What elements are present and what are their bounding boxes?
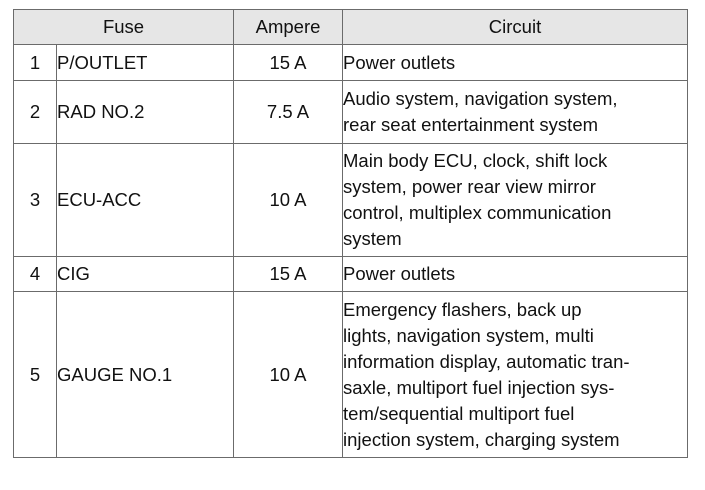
table-row	[14, 81, 688, 144]
fuse-circuit	[343, 81, 688, 144]
fuse-ampere: 15 A	[234, 257, 343, 292]
fuse-name: ECU-ACC	[57, 144, 234, 257]
circuit-line: Audio system, navigation system,	[343, 88, 618, 109]
fuse-table	[13, 9, 688, 458]
circuit-line: rear seat entertainment system	[343, 114, 599, 135]
circuit-line: system	[343, 228, 402, 249]
circuit-line: Emergency flashers, back up	[343, 298, 582, 320]
header-ampere: Ampere	[234, 10, 343, 45]
fuse-ampere: 10 A	[234, 292, 343, 458]
table-row	[14, 144, 688, 257]
table-header-row	[14, 10, 688, 45]
circuit-line: control, multiplex communication	[343, 202, 612, 223]
fuse-circuit	[343, 45, 688, 81]
fuse-number: 1	[14, 45, 57, 81]
fuse-number: 2	[14, 81, 57, 144]
circuit-line: tem/sequential multiport fuel	[343, 402, 575, 424]
fuse-name: RAD NO.2	[57, 81, 234, 144]
fuse-circuit	[343, 292, 688, 458]
fuse-circuit	[343, 257, 688, 292]
fuse-ampere: 7.5 A	[234, 81, 343, 144]
circuit-line: lights, navigation system, multi	[343, 324, 594, 346]
header-circuit: Circuit	[343, 10, 688, 45]
circuit-line: Power outlets	[343, 263, 456, 284]
fuse-number: 3	[14, 144, 57, 257]
circuit-line: Main body ECU, clock, shift lock	[343, 150, 608, 171]
circuit-line: saxle, multiport fuel injection sys-	[343, 376, 615, 398]
table-row	[14, 45, 688, 81]
circuit-line: system, power rear view mirror	[343, 176, 596, 197]
table-row	[14, 257, 688, 292]
circuit-line: Power outlets	[343, 51, 456, 73]
fuse-number: 4	[14, 257, 57, 292]
fuse-number: 5	[14, 292, 57, 458]
circuit-line: information display, automatic tran-	[343, 350, 630, 372]
fuse-circuit	[343, 144, 688, 257]
fuse-ampere: 10 A	[234, 144, 343, 257]
fuse-name: GAUGE NO.1	[57, 292, 234, 458]
circuit-line: injection system, charging system	[343, 428, 620, 450]
fuse-ampere: 15 A	[234, 45, 343, 81]
fuse-name: P/OUTLET	[57, 45, 234, 81]
fuse-name: CIG	[57, 257, 234, 292]
table-row	[14, 292, 688, 458]
header-fuse: Fuse	[14, 10, 234, 45]
